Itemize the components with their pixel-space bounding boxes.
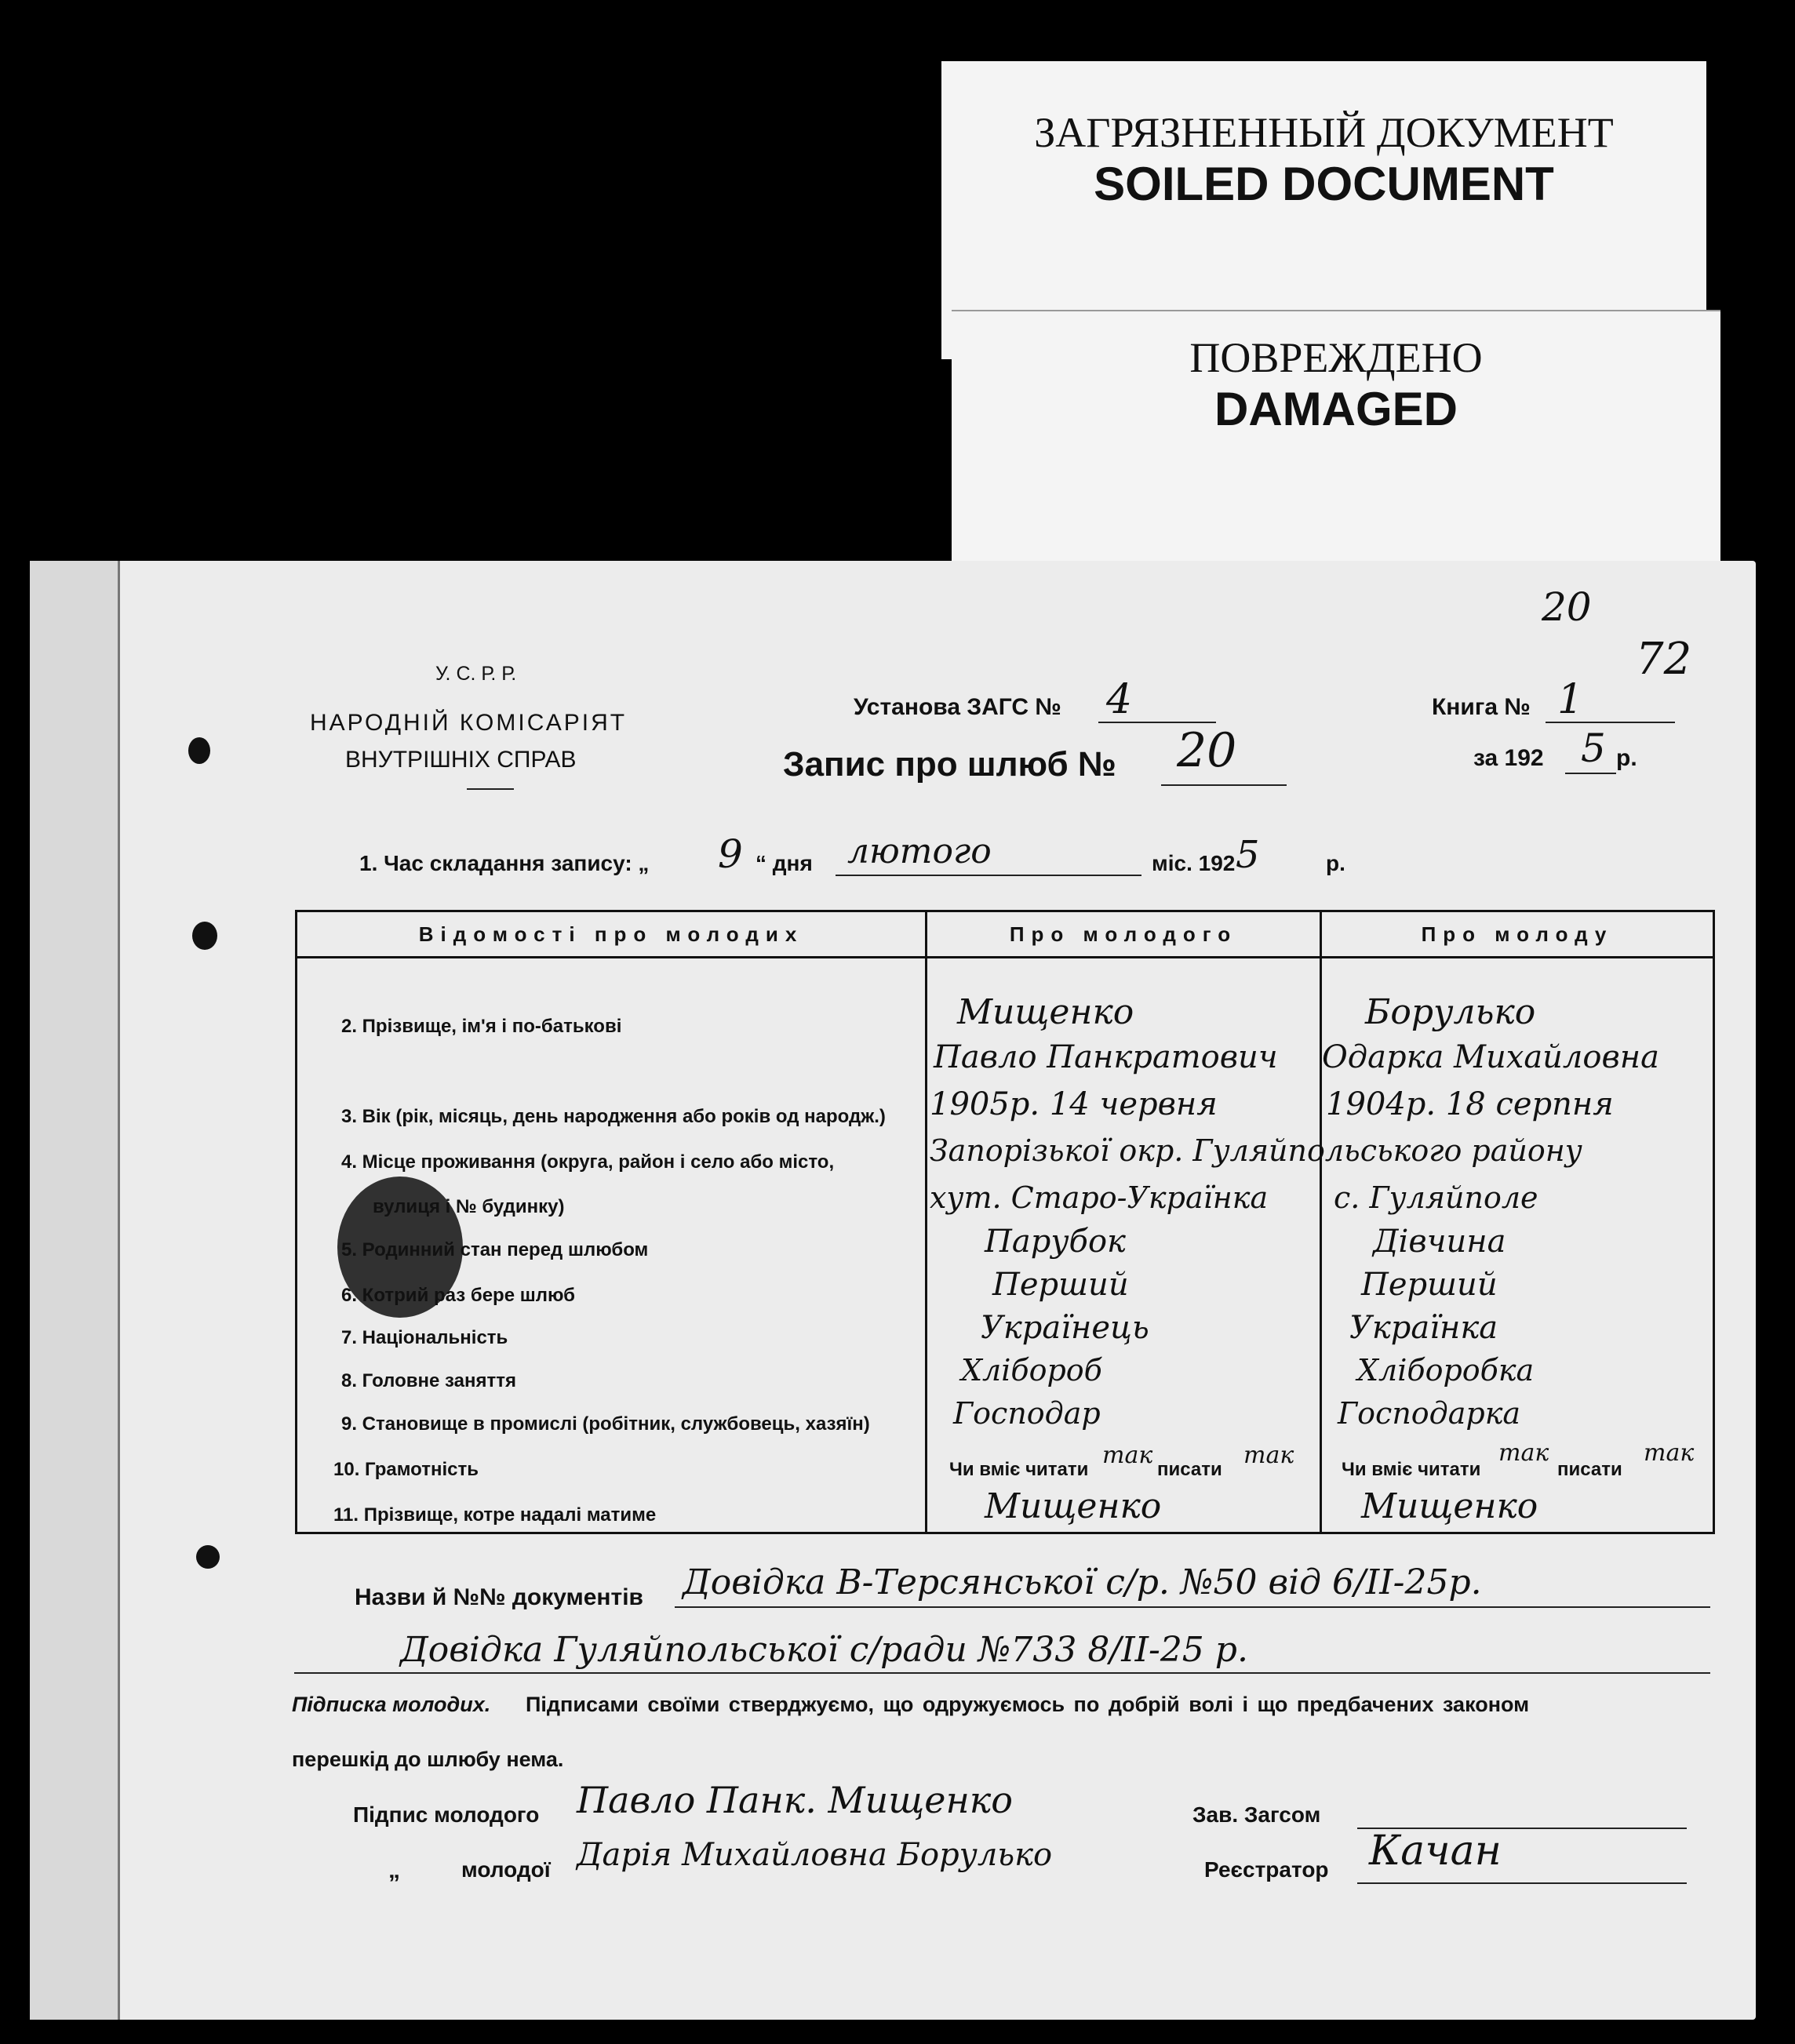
row-label-occupation: 8. Головне заняття	[341, 1370, 516, 1391]
bride-name: Одарка Михайловна	[1322, 1039, 1659, 1075]
groom-position: Господар	[953, 1396, 1101, 1431]
documents-label: Назви й №№ документів	[355, 1584, 643, 1610]
documents-underline-2	[294, 1672, 1710, 1674]
table-divider	[925, 912, 927, 1532]
bride-write-label: писати	[1557, 1459, 1622, 1480]
registrar-underline	[1357, 1882, 1687, 1884]
row-label-street: вулиця і № будинку)	[373, 1196, 565, 1217]
groom-surname: Мищенко	[957, 992, 1134, 1032]
groom-read-value: так	[1102, 1442, 1153, 1469]
punch-hole	[196, 1545, 220, 1569]
record-title: Запис про шлюб №	[783, 745, 1116, 784]
soiled-ru: ЗАГРЯЗНЕННЫЙ ДОКУМЕНТ	[1034, 109, 1614, 156]
row-label-residence: 4. Місце проживання (округа, район і село або місто,	[341, 1151, 835, 1173]
groom-village: хут. Старо-Українка	[930, 1180, 1269, 1215]
row-label-position: 9. Становище в промислі (робітник, службовець, хазяїн)	[341, 1413, 870, 1435]
record-month: лютого	[847, 831, 992, 871]
damaged-en: DAMAGED	[1214, 383, 1458, 435]
col-header-groom: Про молодого	[927, 912, 1320, 958]
groom-signature: Павло Панк. Мищенко	[577, 1779, 1013, 1821]
documents-underline-1	[675, 1606, 1710, 1608]
book-underline	[1546, 722, 1675, 723]
record-year-digit: 5	[1236, 833, 1260, 877]
groom-nationality: Українець	[981, 1310, 1149, 1346]
groom-occupation: Хлібороб	[961, 1353, 1102, 1388]
record-year-label: міс. 192	[1152, 851, 1236, 875]
record-day-suffix: “ дня	[756, 851, 813, 875]
office-number: 4	[1106, 676, 1133, 723]
bride-birth: 1904р. 18 серпня	[1326, 1086, 1614, 1122]
binding-edge	[30, 561, 120, 2020]
consent-title	[292, 1693, 490, 1717]
bride-village: с. Гуляйполе	[1334, 1180, 1538, 1215]
page-number-corner: 72	[1636, 634, 1692, 685]
registrar-signature: Качан	[1369, 1828, 1502, 1875]
ditto-mark: „	[388, 1857, 400, 1883]
bride-times: Перший	[1361, 1267, 1498, 1303]
office-label: Установа ЗАГС №	[854, 694, 1061, 720]
page-number-top: 20	[1542, 584, 1592, 630]
record-day: 9	[718, 831, 743, 877]
record-time-label: 1. Час складання запису: „	[359, 851, 650, 875]
year-suffix: р.	[1616, 745, 1637, 771]
groom-read-label: Чи вміє читати	[949, 1459, 1089, 1480]
book-label: Книга №	[1432, 694, 1531, 720]
row-label-age: 3. Вік (рік, місяць, день народження або років од народж.)	[341, 1106, 886, 1127]
bride-read-value: так	[1498, 1439, 1549, 1467]
record-underline	[1161, 784, 1287, 786]
row-label-times: 6. Котрий раз бере шлюб	[341, 1285, 575, 1306]
year-underline	[1565, 773, 1616, 774]
bride-write-value: так	[1644, 1439, 1695, 1467]
ministry-line-1: НАРОДНІЙ КОМІСАРІЯТ	[310, 710, 628, 736]
col-header-bride: Про молоду	[1322, 912, 1713, 958]
registrar-label: Реєстратор	[1204, 1857, 1329, 1882]
ministry-underline	[467, 788, 514, 790]
year-label: за 192	[1473, 745, 1544, 771]
row-label-future-surname: 11. Прізвище, котре надалі матиме	[333, 1504, 657, 1526]
state-label: У. С. Р. Р.	[435, 663, 517, 685]
bride-occupation: Хліборобка	[1357, 1353, 1535, 1388]
residence-district: Запорізької окр. Гуляйпольського району	[930, 1133, 1582, 1168]
damaged-stamp	[952, 310, 1720, 573]
groom-signature-label: Підпис молодого	[353, 1802, 540, 1827]
bride-marital: Дівчина	[1373, 1224, 1506, 1260]
bride-surname: Борулько	[1365, 992, 1536, 1032]
documents-line-2: Довідка Гуляйпольської с/ради №733 8/II-25 р.	[400, 1630, 1248, 1670]
groom-times: Перший	[992, 1267, 1129, 1303]
record-number: 20	[1177, 723, 1237, 778]
soiled-en: SOILED DOCUMENT	[1094, 158, 1554, 210]
head-registry-label: Зав. Загсом	[1192, 1802, 1321, 1827]
groom-write-label: писати	[1157, 1459, 1222, 1480]
row-label-name: 2. Прізвище, ім'я і по-батькові	[341, 1016, 622, 1037]
punch-hole	[188, 737, 210, 764]
groom-future-surname: Мищенко	[985, 1486, 1162, 1526]
year-digit: 5	[1581, 726, 1606, 771]
record-year-suffix: р.	[1326, 851, 1345, 875]
month-underline	[836, 875, 1141, 876]
row-label-nationality: 7. Національність	[341, 1327, 508, 1348]
row-label-marital: 5. Родинний стан перед шлюбом	[341, 1239, 649, 1260]
row-label-literacy: 10. Грамотність	[333, 1459, 479, 1480]
book-number: 1	[1557, 676, 1584, 723]
bride-future-surname: Мищенко	[1361, 1486, 1538, 1526]
bride-signature: Дарія Михайловна Борулько	[577, 1837, 1053, 1873]
damaged-ru: ПОВРЕЖДЕНО	[1189, 334, 1483, 381]
bride-signature-label: молодої	[461, 1857, 551, 1882]
groom-birth: 1905р. 14 червня	[930, 1086, 1218, 1122]
col-header-labels: Відомості про молодих	[297, 912, 925, 958]
consent-text-2: перешкід до шлюбу нема.	[292, 1748, 564, 1771]
documents-line-1: Довідка В-Терсянської с/р. №50 від 6/II-25р.	[683, 1562, 1482, 1602]
groom-marital: Парубок	[985, 1224, 1126, 1260]
groom-name: Павло Панкратович	[934, 1039, 1278, 1075]
ministry-line-2: ВНУТРІШНІХ СПРАВ	[345, 747, 577, 773]
groom-write-value: так	[1243, 1442, 1294, 1469]
bride-nationality: Українка	[1349, 1310, 1498, 1346]
consent-text-1: Підписами своїми стверджуємо, що одружуємось по добрій волі і що предбачених законом	[526, 1693, 1530, 1716]
bride-position: Господарка	[1338, 1396, 1521, 1431]
bride-read-label: Чи вміє читати	[1342, 1459, 1481, 1480]
punch-hole	[192, 922, 217, 950]
consent-title-text: Підписка молодих.	[292, 1693, 491, 1716]
table-divider	[1320, 912, 1322, 1532]
